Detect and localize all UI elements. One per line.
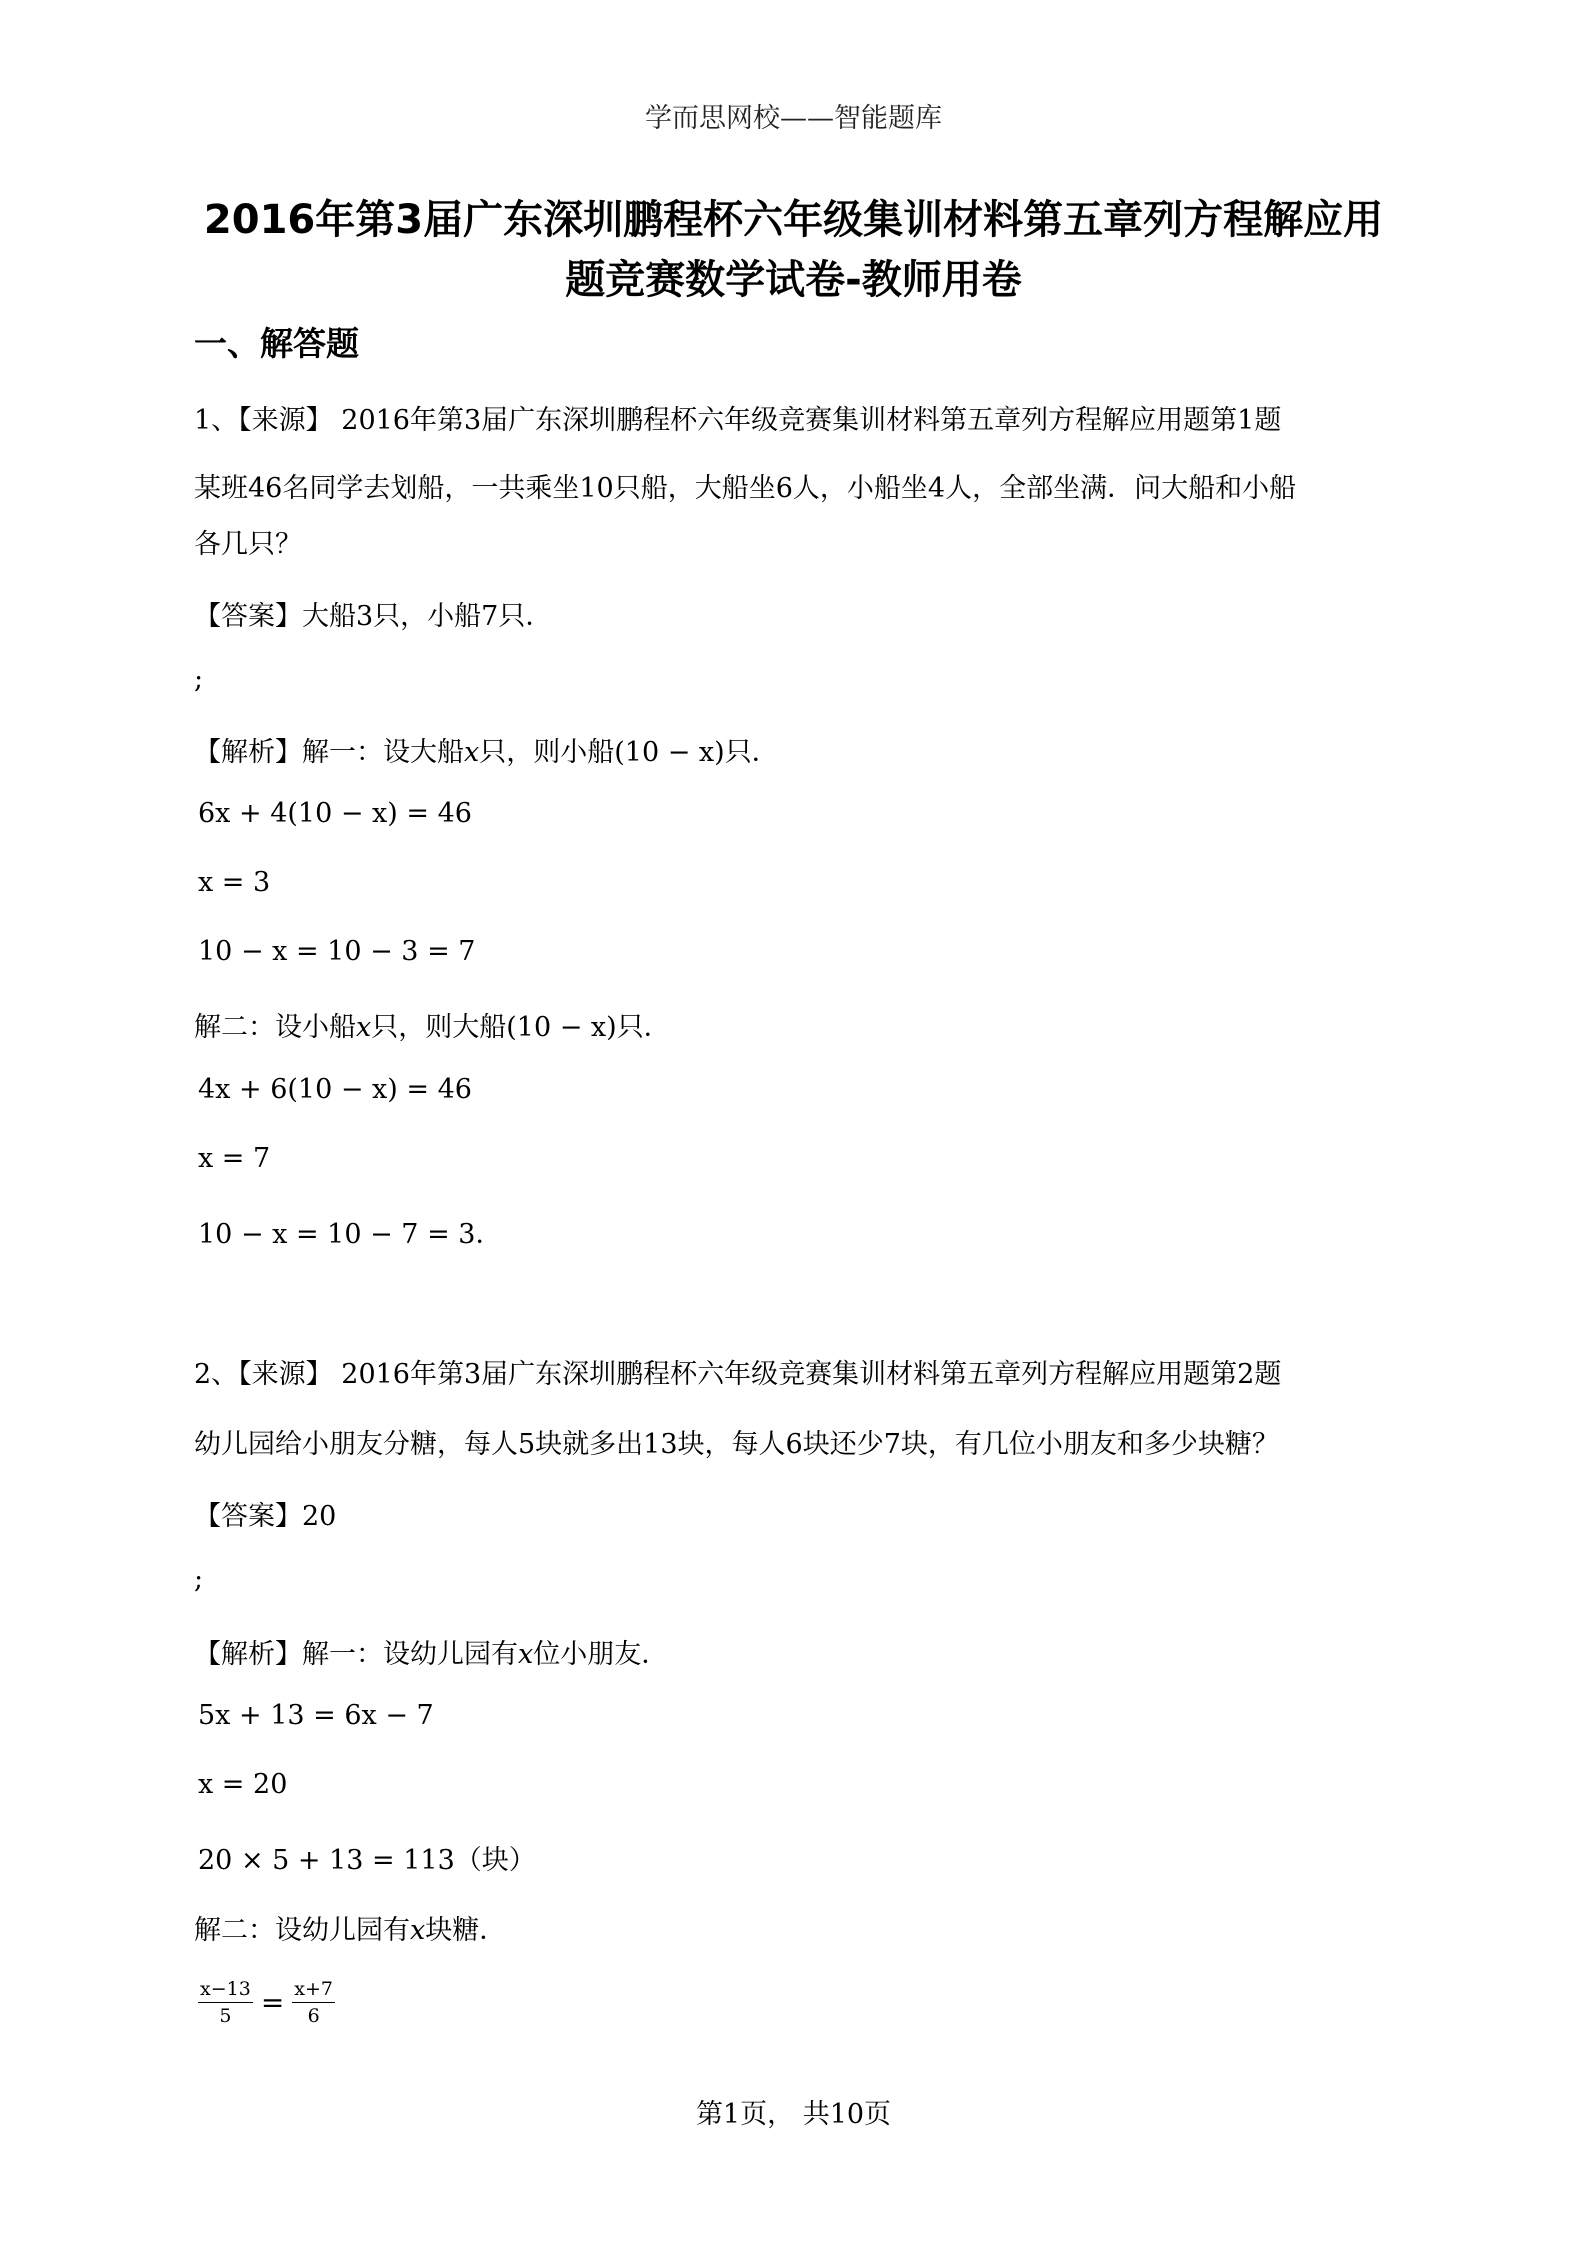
q1-analysis-text: 【解析】解一：设大船	[194, 737, 464, 768]
q1-analysis	[194, 730, 779, 769]
fraction-right	[292, 1978, 335, 2027]
q1-sol2-text-2: 只，则大船	[371, 1012, 507, 1043]
q2-sol2-text-2: 块糖．	[425, 1915, 507, 1946]
q2-sol2-text: 解二：设幼儿园有	[194, 1915, 410, 1946]
fraction-left-numerator: x−13	[198, 1978, 253, 2003]
q1-sol2-text: 解二：设小船	[194, 1012, 356, 1043]
q1-eq-3: 10 − x = 10 − 3 = 7	[198, 936, 476, 967]
fraction-left-denominator: 5	[219, 2005, 232, 2027]
q1-stem-line-2: 各几只？	[194, 529, 302, 560]
page-footer: 第1页， 共10页	[695, 2099, 892, 2130]
q1-sol2-var: x	[356, 1012, 372, 1043]
q2-eq-3: 20 × 5 + 13 = 113（块）	[198, 1845, 536, 1876]
q2-eq-1: 5x + 13 = 6x − 7	[198, 1700, 434, 1731]
q1-eq-5: x = 7	[198, 1143, 271, 1174]
q2-eq-2: x = 20	[198, 1769, 288, 1800]
title-line-1: 2016年第3届广东深圳鹏程杯六年级集训材料第五章列方程解应用	[203, 197, 1384, 243]
fraction-left	[198, 1978, 253, 2027]
q1-eq-2: x = 3	[198, 867, 271, 898]
fraction-right-denominator: 6	[307, 2005, 320, 2027]
section-heading: 一、解答题	[194, 324, 359, 363]
q1-analysis-expr: (10 − x)	[614, 737, 725, 768]
q1-analysis-text-2: 只，则小船	[479, 737, 615, 768]
fraction-right-numerator: x+7	[292, 1978, 335, 2003]
q2-fraction-equation	[198, 1978, 335, 2027]
q2-sol2-var: x	[410, 1915, 426, 1946]
fraction-equals: =	[260, 1986, 285, 2019]
document-title	[160, 190, 1427, 310]
q2-analysis-text: 【解析】解一：设幼儿园有	[194, 1639, 518, 1670]
q1-sol2-text-3: 只．	[616, 1012, 671, 1043]
q1-separator: ;	[194, 664, 204, 695]
q2-analysis-text-2: 位小朋友．	[533, 1639, 669, 1670]
q2-stem: 幼儿园给小朋友分糖，每人5块就多出13块，每人6块还少7块，有几位小朋友和多少块糖？	[194, 1429, 1279, 1460]
title-line-2: 题竞赛数学试卷-教师用卷	[565, 257, 1022, 303]
q2-var: x	[518, 1639, 534, 1670]
page-header: 学而思网校——智能题库	[645, 103, 942, 134]
q2-solution-2	[194, 1908, 506, 1947]
q1-solution-2	[194, 1005, 671, 1044]
q1-source: 1、【来源】 2016年第3届广东深圳鹏程杯六年级竞赛集训材料第五章列方程解应用题第1题	[194, 405, 1282, 436]
q2-separator: ;	[194, 1564, 204, 1595]
q1-eq-4: 4x + 6(10 − x) = 46	[198, 1074, 472, 1105]
q1-sol2-expr: (10 − x)	[506, 1012, 617, 1043]
q2-answer: 【答案】20	[194, 1501, 337, 1532]
q1-eq-6: 10 − x = 10 − 7 = 3．	[198, 1219, 503, 1250]
q2-analysis	[194, 1632, 668, 1671]
q1-analysis-text-3: 只．	[724, 737, 779, 768]
q1-var: x	[464, 737, 480, 768]
q1-stem-line-1: 某班46名同学去划船，一共乘坐10只船，大船坐6人，小船坐4人，全部坐满．问大船和小船	[194, 473, 1297, 504]
q2-source: 2、【来源】 2016年第3届广东深圳鹏程杯六年级竞赛集训材料第五章列方程解应用题第2题	[194, 1359, 1282, 1390]
q1-answer: 【答案】大船3只，小船7只．	[194, 601, 553, 632]
q1-eq-1: 6x + 4(10 − x) = 46	[198, 798, 472, 829]
